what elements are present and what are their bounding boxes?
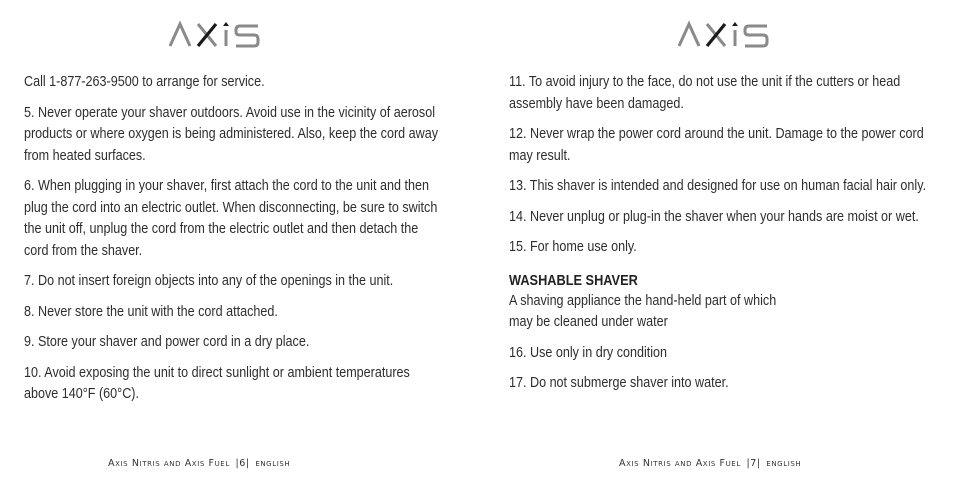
section-description-line-2: may be cleaned under water xyxy=(509,314,668,330)
right-page xyxy=(477,0,954,477)
axis-logo xyxy=(677,20,787,50)
footer-page-number: |7| xyxy=(746,458,761,469)
warning-item-15: 15. For home use only. xyxy=(509,239,637,255)
warning-item-8: 8. Never store the unit with the cord attached. xyxy=(24,303,278,320)
service-call-text: Call 1-877-263-9500 to arrange for service. xyxy=(24,74,265,90)
footer-title: Axis Nitris and Axis Fuel xyxy=(108,458,230,469)
right-page-footer xyxy=(619,458,801,469)
warning-item-9: 9. Store your shaver and power cord in a dry place. xyxy=(24,334,310,350)
axis-logo-graphic xyxy=(168,20,278,50)
warning-item-14: 14. Never unplug or plug-in the shaver when your hands are moist or wet. xyxy=(509,208,919,225)
warning-item-11: 11. To avoid injury to the face, do not use the unit if the cutters or head assembly have been damaged. xyxy=(509,74,901,112)
section-description-line-1: A shaving appliance the hand-held part of which xyxy=(509,292,777,309)
warning-item-6: 6. When plugging in your shaver, first attach the cord to the unit and then plug the cord into an electric outlet. When disconnecting, be sure to switch the unit off, unplug the cord from the electric outlet and then detach the cord from the shaver. xyxy=(24,178,438,259)
warning-item-16: 16. Use only in dry condition xyxy=(509,344,668,361)
section-heading: WASHABLE SHAVER xyxy=(509,272,638,289)
footer-language: english xyxy=(766,458,802,469)
warning-item-13: 13. This shaver is intended and designed for use on human facial hair only. xyxy=(509,178,927,194)
footer-page-number: |6| xyxy=(235,458,250,469)
right-page-content xyxy=(509,72,931,404)
warning-item-17: 17. Do not submerge shaver into water. xyxy=(509,375,729,391)
warning-item-12: 12. Never wrap the power cord around the unit. Damage to the power cord may result. xyxy=(509,126,924,164)
axis-logo-graphic xyxy=(677,20,787,50)
warning-item-5: 5. Never operate your shaver outdoors. Avoid use in the vicinity of aerosol products or where oxygen is being administered. Also, keep the cord away from heated surfaces. xyxy=(24,104,439,164)
warning-item-10: 10. Avoid exposing the unit to direct sunlight or ambient temperatures above 140°F (60°C). xyxy=(24,364,410,402)
footer-title: Axis Nitris and Axis Fuel xyxy=(619,458,741,469)
axis-logo xyxy=(168,20,278,50)
left-page-content xyxy=(24,72,442,415)
left-page-footer xyxy=(108,458,290,469)
warning-item-7: 7. Do not insert foreign objects into any of the openings in the unit. xyxy=(24,273,394,289)
footer-language: english xyxy=(255,458,291,469)
